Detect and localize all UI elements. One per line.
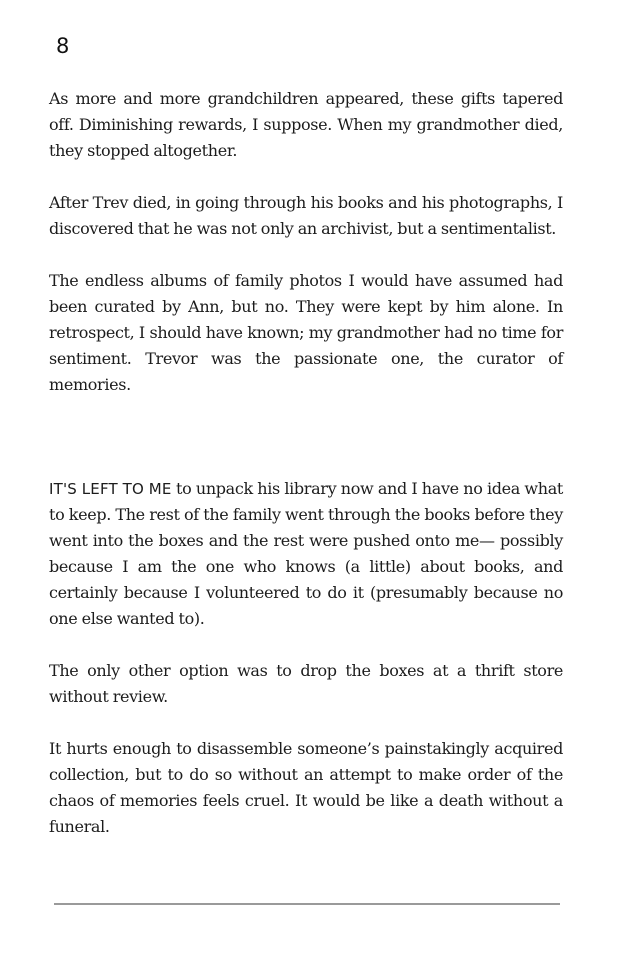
body-text bbox=[49, 86, 563, 866]
footer-divider bbox=[54, 903, 560, 905]
paragraph-archivist: After Trev died, in going through his books and his photographs, I discovered that he was not only an archivist, but a sentimentalist. bbox=[49, 193, 563, 238]
paragraph-albums: The endless albums of family photos I would have assumed had been curated by Ann, but no. They were kept by him alone. In retrospect, I should have known; my grandmother had no time for sentiment. Trevor was the passionate one, the curator of memories. bbox=[49, 271, 563, 394]
paragraph-thrift-store: The only other option was to drop the boxes at a thrift store without review. bbox=[49, 661, 563, 706]
section-lead-in: IT'S LEFT TO ME bbox=[49, 480, 172, 498]
paragraph-funeral: It hurts enough to disassemble someone’s painstakingly acquired collection, but to do so without an attempt to make order of the chaos of memories feels cruel. It would be like a death without a funeral. bbox=[49, 739, 563, 836]
section-break bbox=[49, 424, 563, 476]
paragraph-gifts: As more and more grandchildren appeared, these gifts tapered off. Diminishing rewards, I suppose. When my grandmother died, they stopped altogether. bbox=[49, 89, 563, 160]
paragraph-library bbox=[49, 476, 563, 632]
paragraph-library-text: to unpack his library now and I have no idea what to keep. The rest of the family went through the books before they went into the boxes and the rest were pushed onto me— possibly because I am the one who knows (a little) about books, and certainly because I volunteered to do it (presumably because no one else wanted to). bbox=[49, 479, 563, 628]
page-number: 8 bbox=[56, 34, 70, 58]
